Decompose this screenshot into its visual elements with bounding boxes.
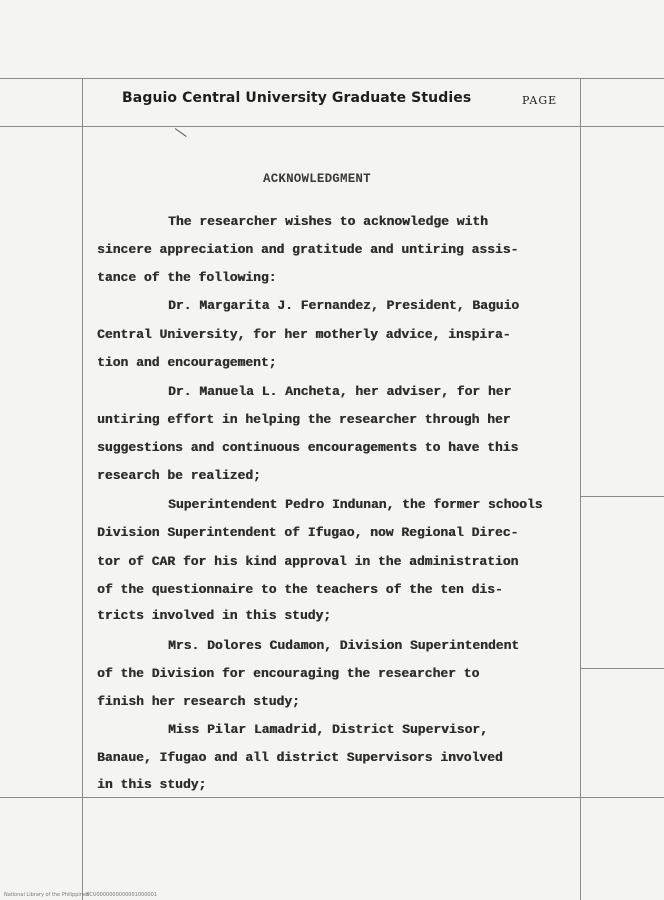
- scan-identifier-label: BCU0000000000001000001: [86, 892, 157, 898]
- document-heading: ACKNOWLEDGMENT: [263, 172, 371, 186]
- body-line: suggestions and continuous encouragements to have this: [97, 440, 519, 455]
- body-line: Dr. Manuela L. Ancheta, her adviser, for her: [168, 384, 512, 399]
- stray-mark: [175, 128, 187, 137]
- body-line: research be realized;: [97, 468, 261, 483]
- body-line: Banaue, Ifugao and all district Supervisors involved: [97, 750, 503, 765]
- body-line: Superintendent Pedro Indunan, the former schools: [168, 497, 543, 512]
- page-number-label: PAGE: [522, 94, 558, 107]
- top-rule: [0, 78, 664, 79]
- scan-institution-label: National Library of the Philippines: [4, 892, 89, 898]
- body-line: tricts involved in this study;: [97, 608, 332, 623]
- margin-tick: [580, 496, 664, 497]
- body-line: tor of CAR for his kind approval in the administration: [97, 554, 519, 569]
- body-line: Central University, for her motherly advice, inspira-: [97, 327, 511, 342]
- body-line: tion and encouragement;: [97, 355, 277, 370]
- left-margin-rule: [82, 78, 83, 900]
- body-line: sincere appreciation and gratitude and untiring assis-: [97, 242, 519, 257]
- body-line: Miss Pilar Lamadrid, District Supervisor,: [168, 722, 488, 737]
- bottom-rule: [0, 797, 664, 798]
- body-line: Mrs. Dolores Cudamon, Division Superintendent: [168, 638, 520, 653]
- body-line: Dr. Margarita J. Fernandez, President, Baguio: [168, 298, 520, 313]
- body-line: Division Superintendent of Ifugao, now Regional Direc-: [97, 525, 519, 540]
- margin-tick: [580, 668, 664, 669]
- body-line: finish her research study;: [97, 694, 300, 709]
- header-underline: [0, 126, 664, 127]
- body-line: tance of the following:: [97, 270, 277, 285]
- body-line: in this study;: [97, 777, 207, 792]
- body-line: The researcher wishes to acknowledge with: [168, 214, 488, 229]
- body-line: of the questionnaire to the teachers of the ten dis-: [97, 582, 503, 597]
- body-line: untiring effort in helping the researcher through her: [97, 412, 511, 427]
- page-title: Baguio Central University Graduate Studies: [122, 90, 472, 106]
- right-margin-rule: [580, 78, 581, 900]
- body-line: of the Division for encouraging the researcher to: [97, 666, 480, 681]
